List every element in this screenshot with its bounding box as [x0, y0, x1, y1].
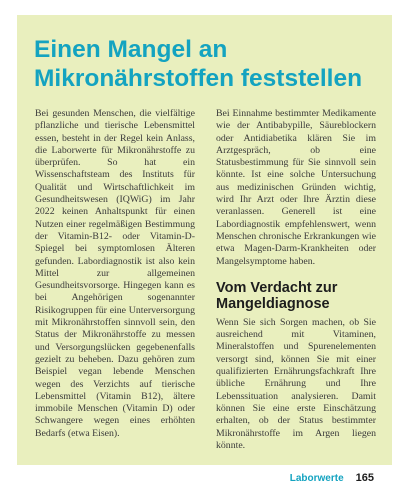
right-column	[216, 108, 376, 452]
section-subheading: Vom Verdacht zur Mangeldiagnose	[216, 279, 338, 312]
page-title: Einen Mangel an Mikronährstoffen feststellen	[34, 36, 363, 92]
body-paragraph: Bei Einnahme bestimmter Medikamente wie der Antibabypille, Säureblockern oder Antidiabetika klären Sie im Arztgespräch, ob eine Statusbestimmung für Sie sinnvoll sein könnte. Ist eine solche Untersuchung aus medizinischen Gründen wichtig, wird Ihr Arzt oder Ihre Ärztin diese veranlassen. Generell ist eine Labordiagnostik empfehlenswert, wenn Menschen chronische Erkrankungen wie etwa Magen-Darm-Krankheiten oder Mangelsymptome haben.	[216, 108, 376, 267]
footer-section-label: Laborwerte	[289, 473, 344, 484]
body-paragraph: Wenn Sie sich Sorgen machen, ob Sie ausreichend mit Vitaminen, Mineralstoffen und Spurenelementen versorgt sind, können Sie mit einer qualifizierten Ernährungsfachkraft Ihre übliche Ernährung und Ihre Lebenssituation analysieren. Damit können Sie eine erste Einschätzung erhalten, ob der Status bestimmter Mikronährstoffe im Argen liegen könnte.	[216, 316, 376, 451]
page-number: 165	[355, 472, 374, 484]
body-paragraph: Bei gesunden Menschen, die vielfältige pflanzliche und tierische Lebensmittel essen, besteht in der Regel kein Anlass, die Laborwerte für Mikronährstoffe zu überprüfen. So hat ein Wissenschaftsteam des Instituts für Qualität und Wirtschaftlichkeit im Gesundheitswesen (IQWiG) im Jahr 2022 keinen Anhaltspunkt für einen Nutzen einer regelmäßigen Bestimmung der Vitamin-B12- oder Vitamin-D-Spiegel bei symptomlosen Älteren gefunden. Labordiagnostik ist also kein Mittel zur allgemeinen Gesundheitsvorsorge. Hingegen kann es bei Angehörigen sogenannter Risikogruppen für eine Unterversorgung mit Mikronährstoffen sinnvoll sein, den Status der Mikronährstoffe zu messen und Versorgungslücken gegebenenfalls gezielt zu beheben. Dazu gehören zum Beispiel vegan lebende Menschen wegen des Verzichts auf tierische Lebensmittel (Vitamin B12), ältere immobile Menschen (Vitamin D) oder Schwangere wegen eines erhöhten Bedarfs (etwa Eisen).	[35, 108, 195, 439]
left-column	[35, 108, 195, 440]
page-footer	[290, 472, 374, 484]
